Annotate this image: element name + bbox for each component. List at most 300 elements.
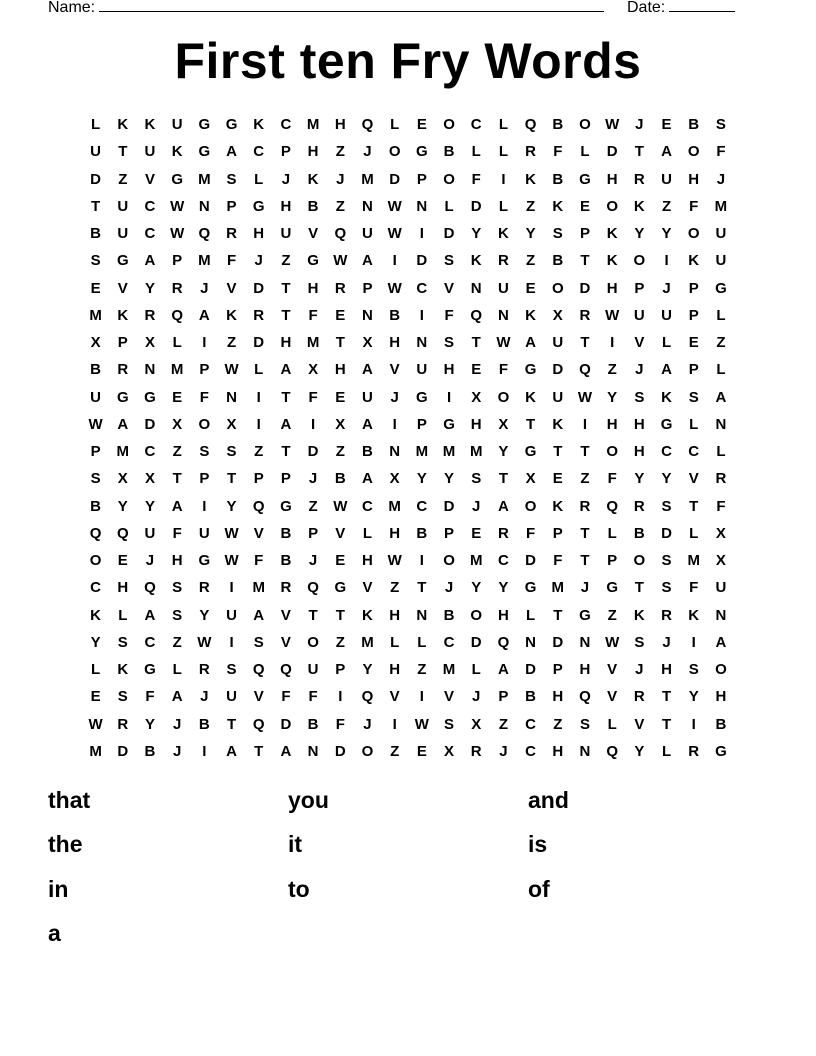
grid-letter: D (552, 633, 564, 651)
grid-letter: N (497, 306, 509, 324)
grid-letter: R (280, 579, 292, 597)
grid-letter: K (226, 306, 237, 324)
grid-letter: Z (417, 661, 427, 679)
grid-letter: J (281, 170, 291, 188)
grid-letter: W (605, 306, 620, 324)
grid-letter: G (715, 742, 727, 760)
grid-letter: Q (89, 524, 102, 542)
grid-letter: Y (634, 225, 645, 243)
grid-letter: L (716, 361, 726, 379)
grid-letter: S (172, 579, 183, 597)
grid-row (82, 302, 735, 329)
grid-letter: F (254, 552, 264, 570)
grid-letter: J (200, 688, 209, 706)
grid-letter: L (661, 742, 672, 760)
grid-letter: S (117, 633, 128, 651)
grid-letter: O (579, 116, 591, 134)
grid-letter: O (687, 143, 700, 161)
grid-letter: T (498, 470, 508, 488)
grid-letter: B (552, 252, 564, 270)
word-list-item: that (48, 786, 91, 813)
grid-letter: N (525, 633, 537, 651)
grid-letter: C (443, 633, 455, 651)
grid-letter: M (198, 170, 211, 188)
grid-letter: J (363, 715, 372, 733)
grid-letter: T (281, 279, 291, 297)
grid-letter: O (497, 388, 510, 406)
grid-letter: A (715, 388, 727, 406)
grid-letter: L (417, 633, 427, 651)
grid-letter: P (172, 252, 183, 270)
grid-letter: H (606, 170, 618, 188)
grid-letter: E (579, 197, 590, 215)
grid-letter: P (688, 279, 699, 297)
date-label: Date: (627, 0, 666, 16)
grid-letter: Y (471, 579, 482, 597)
grid-letter: C (470, 116, 482, 134)
grid-row (82, 629, 735, 656)
grid-letter: G (524, 579, 537, 597)
grid-letter: J (254, 252, 263, 270)
grid-letter: D (525, 552, 537, 570)
grid-letter: F (716, 497, 726, 515)
grid-letter: I (202, 497, 207, 515)
grid-letter: V (226, 279, 237, 297)
grid-letter: X (90, 334, 101, 352)
grid-letter: Y (226, 497, 237, 515)
word-list-item: is (528, 831, 548, 858)
grid-letter: I (582, 415, 588, 433)
grid-letter: S (552, 225, 563, 243)
grid-letter: I (392, 415, 397, 433)
grid-letter: G (280, 497, 292, 515)
grid-letter: F (226, 252, 237, 270)
grid-letter: I (202, 742, 207, 760)
grid-letter: E (416, 116, 427, 134)
grid-letter: X (715, 552, 726, 570)
grid-row (82, 738, 735, 765)
grid-letter: V (634, 334, 645, 352)
grid-letter: D (443, 497, 455, 515)
grid-letter: R (171, 279, 183, 297)
grid-letter: H (579, 661, 591, 679)
grid-letter: H (606, 415, 618, 433)
grid-letter: Z (172, 443, 182, 461)
grid-row (82, 683, 735, 710)
grid-letter: S (688, 388, 699, 406)
grid-letter: W (224, 524, 239, 542)
grid-letter: J (580, 579, 590, 597)
grid-letter: O (443, 552, 455, 570)
grid-letter: Z (716, 334, 726, 352)
grid-letter: G (660, 415, 673, 433)
grid-letter: Q (361, 688, 374, 706)
grid-letter: W (577, 388, 593, 406)
grid-letter: J (172, 715, 182, 733)
grid-letter: C (144, 225, 156, 243)
grid-letter: H (362, 552, 373, 570)
grid-letter: S (444, 252, 455, 270)
grid-letter: D (389, 170, 401, 188)
grid-letter: H (633, 415, 645, 433)
grid-letter: G (144, 661, 156, 679)
grid-letter: U (307, 661, 319, 679)
grid-letter: S (634, 388, 645, 406)
grid-letter: H (389, 524, 401, 542)
grid-letter: M (415, 443, 429, 461)
grid-row (82, 574, 735, 601)
grid-row (82, 547, 735, 574)
grid-letter: T (553, 606, 563, 624)
grid-letter: H (389, 661, 401, 679)
grid-letter: T (553, 443, 563, 461)
word-list-item: you (288, 786, 329, 813)
grid-letter: K (525, 170, 537, 188)
date-field[interactable] (627, 0, 735, 17)
grid-letter: U (715, 579, 727, 597)
grid-letter: E (335, 306, 346, 324)
grid-letter: Z (607, 361, 617, 379)
grid-letter: J (363, 143, 372, 161)
grid-letter: Z (254, 443, 264, 461)
grid-letter: O (388, 143, 401, 161)
grid-letter: V (389, 688, 400, 706)
grid-letter: C (525, 715, 537, 733)
grid-letter: C (688, 443, 700, 461)
grid-letter: T (308, 606, 318, 624)
grid-letter: A (362, 415, 373, 433)
grid-letter: R (198, 579, 210, 597)
grid-letter: U (226, 606, 237, 624)
grid-letter: O (361, 742, 374, 760)
grid-letter: D (443, 225, 455, 243)
grid-letter: C (362, 497, 373, 515)
grid-letter: T (172, 470, 182, 488)
grid-row (82, 438, 735, 465)
grid-letter: K (144, 116, 156, 134)
grid-letter: C (280, 116, 292, 134)
grid-letter: G (524, 361, 537, 379)
grid-letter: P (552, 661, 563, 679)
grid-letter: D (470, 633, 482, 651)
grid-letter: M (469, 443, 483, 461)
grid-letter: F (145, 688, 155, 706)
grid-letter: P (498, 688, 509, 706)
grid-letter: X (715, 524, 726, 542)
grid-letter: D (579, 279, 591, 297)
grid-letter: Y (607, 388, 618, 406)
grid-letter: B (443, 143, 455, 161)
grid-letter: S (199, 443, 210, 461)
grid-letter: K (497, 225, 509, 243)
grid-letter: O (687, 225, 700, 243)
grid-letter: K (688, 606, 700, 624)
grid-letter: I (446, 388, 452, 406)
grid-letter: M (469, 552, 483, 570)
grid-letter: D (144, 415, 156, 433)
grid-letter: U (90, 388, 102, 406)
grid-letter: A (497, 661, 509, 679)
grid-letter: K (470, 252, 482, 270)
grid-letter: A (661, 361, 672, 379)
grid-letter: R (633, 688, 645, 706)
grid-letter: N (416, 334, 428, 352)
grid-letter: L (118, 606, 128, 624)
grid-letter: L (444, 197, 454, 215)
grid-row (82, 220, 735, 247)
grid-letter: F (172, 524, 182, 542)
grid-letter: I (311, 415, 316, 433)
grid-letter: Z (226, 334, 237, 352)
grid-letter: B (416, 524, 428, 542)
grid-letter: N (198, 197, 210, 215)
grid-letter: H (470, 415, 482, 433)
grid-letter: L (661, 334, 672, 352)
grid-letter: H (552, 742, 564, 760)
grid-letter: O (443, 170, 455, 188)
grid-letter: A (226, 742, 237, 760)
grid-letter: V (444, 279, 455, 297)
grid-letter: P (253, 470, 264, 488)
grid-letter: J (336, 170, 345, 188)
grid-letter: B (90, 497, 102, 515)
grid-row (82, 465, 735, 492)
grid-letter: M (442, 661, 456, 679)
grid-row (82, 166, 735, 193)
grid-letter: K (552, 197, 564, 215)
grid-letter: J (472, 497, 481, 515)
grid-letter: S (661, 579, 672, 597)
grid-letter: H (443, 361, 455, 379)
grid-letter: I (392, 715, 397, 733)
grid-letter: F (444, 306, 454, 324)
grid-letter: B (688, 116, 700, 134)
grid-letter: Q (252, 497, 265, 515)
grid-letter: W (88, 715, 103, 733)
grid-letter: Z (661, 197, 672, 215)
grid-row (82, 247, 735, 274)
grid-letter: U (497, 279, 509, 297)
grid-letter: B (280, 524, 292, 542)
grid-row (82, 656, 735, 683)
grid-letter: T (91, 197, 101, 215)
grid-letter: S (471, 470, 482, 488)
grid-letter: U (552, 388, 564, 406)
grid-letter: A (362, 361, 373, 379)
grid-letter: G (116, 388, 129, 406)
grid-letter: P (688, 361, 699, 379)
word-list-item: in (48, 875, 69, 902)
grid-letter: V (280, 606, 291, 624)
grid-letter: H (280, 197, 292, 215)
grid-letter: L (172, 661, 182, 679)
grid-letter: T (661, 715, 672, 733)
grid-letter: I (392, 252, 397, 270)
grid-letter: I (664, 252, 669, 270)
grid-letter: B (362, 443, 373, 461)
grid-letter: Z (526, 197, 536, 215)
grid-letter: H (661, 661, 672, 679)
grid-letter: X (226, 415, 237, 433)
grid-letter: N (579, 742, 591, 760)
grid-letter: E (688, 334, 699, 352)
grid-letter: P (199, 470, 210, 488)
grid-letter: P (607, 552, 618, 570)
grid-letter: M (116, 443, 130, 461)
grid-letter: G (116, 252, 129, 270)
grid-letter: P (335, 661, 346, 679)
grid-letter: D (470, 197, 482, 215)
grid-row (82, 275, 735, 302)
grid-letter: C (144, 443, 156, 461)
grid-letter: W (197, 633, 212, 651)
grid-letter: W (224, 361, 239, 379)
grid-letter: X (144, 470, 155, 488)
grid-letter: C (253, 143, 265, 161)
grid-letter: T (226, 470, 237, 488)
grid-letter: L (498, 143, 508, 161)
grid-letter: U (280, 225, 292, 243)
grid-letter: J (444, 579, 454, 597)
grid-letter: B (633, 524, 645, 542)
grid-letter: A (525, 334, 537, 352)
grid-letter: A (117, 415, 129, 433)
grid-letter: A (362, 470, 373, 488)
grid-letter: V (117, 279, 128, 297)
grid-letter: Z (308, 497, 318, 515)
grid-letter: F (308, 388, 318, 406)
grid-letter: X (471, 715, 482, 733)
grid-letter: M (687, 552, 700, 570)
grid-letter: T (417, 579, 427, 597)
grid-letter: F (553, 552, 563, 570)
grid-letter: X (498, 415, 509, 433)
grid-letter: N (389, 443, 401, 461)
grid-letter: V (444, 688, 455, 706)
grid-letter: I (202, 334, 207, 352)
grid-letter: G (334, 579, 347, 597)
grid-letter: B (144, 742, 156, 760)
grid-letter: C (525, 742, 537, 760)
grid-letter: K (688, 252, 700, 270)
date-blank-line[interactable] (669, 0, 735, 12)
grid-letter: I (501, 170, 506, 188)
word-list-item: it (288, 831, 303, 858)
grid-letter: L (526, 606, 536, 624)
grid-letter: W (605, 633, 620, 651)
grid-letter: F (308, 306, 318, 324)
grid-letter: P (688, 306, 699, 324)
grid-letter: M (442, 443, 456, 461)
grid-letter: I (338, 688, 343, 706)
grid-letter: F (553, 143, 563, 161)
grid-letter: I (419, 306, 424, 324)
grid-letter: A (280, 742, 292, 760)
grid-letter: Y (661, 470, 672, 488)
grid-letter: C (90, 579, 102, 597)
grid-letter: P (634, 279, 645, 297)
grid-letter: V (253, 524, 264, 542)
grid-letter: J (172, 742, 182, 760)
grid-letter: R (661, 606, 672, 624)
grid-letter: I (229, 633, 234, 651)
grid-letter: L (716, 443, 726, 461)
grid-letter: L (689, 524, 699, 542)
grid-letter: N (362, 197, 373, 215)
grid-letter: X (525, 470, 536, 488)
grid-letter: Z (335, 443, 345, 461)
grid-letter: R (633, 497, 645, 515)
grid-letter: M (361, 170, 374, 188)
name-field[interactable] (48, 0, 604, 17)
grid-letter: Z (580, 470, 590, 488)
grid-letter: K (606, 225, 618, 243)
grid-row (82, 520, 735, 547)
grid-letter: R (198, 661, 210, 679)
grid-letter: H (497, 606, 509, 624)
grid-letter: S (444, 334, 455, 352)
grid-letter: D (416, 252, 428, 270)
grid-letter: A (144, 606, 156, 624)
grid-letter: Q (606, 497, 618, 515)
grid-letter: W (88, 415, 103, 433)
word-list-row (48, 912, 768, 957)
grid-letter: N (416, 606, 428, 624)
grid-letter: H (253, 225, 265, 243)
grid-letter: P (226, 197, 237, 215)
grid-letter: E (90, 279, 101, 297)
grid-letter: R (688, 742, 700, 760)
grid-letter: N (715, 415, 727, 433)
grid-letter: U (117, 225, 129, 243)
grid-letter: E (552, 470, 563, 488)
word-list-item: the (48, 831, 83, 858)
grid-letter: K (525, 388, 537, 406)
grid-letter: Z (281, 252, 291, 270)
word-list-row (48, 867, 768, 912)
grid-letter: Q (497, 633, 510, 651)
grid-letter: U (117, 197, 129, 215)
grid-letter: K (307, 170, 319, 188)
grid-letter: C (144, 633, 156, 651)
grid-letter: T (580, 252, 590, 270)
grid-letter: H (606, 279, 618, 297)
name-label: Name: (48, 0, 96, 16)
grid-letter: N (307, 742, 319, 760)
grid-letter: S (715, 116, 726, 134)
grid-letter: A (715, 633, 727, 651)
grid-letter: J (716, 170, 726, 188)
grid-letter: G (579, 606, 591, 624)
grid-letter: F (199, 388, 209, 406)
grid-letter: J (145, 552, 155, 570)
grid-letter: S (688, 661, 699, 679)
grid-letter: R (470, 742, 482, 760)
grid-letter: X (144, 334, 155, 352)
grid-letter: G (524, 443, 537, 461)
name-blank-line[interactable] (99, 0, 604, 12)
grid-letter: J (200, 279, 209, 297)
grid-letter: L (254, 361, 264, 379)
grid-letter: Y (362, 661, 373, 679)
grid-letter: B (715, 715, 727, 733)
grid-letter: R (715, 470, 727, 488)
grid-letter: L (91, 116, 101, 134)
grid-letter: A (280, 361, 292, 379)
grid-letter: I (256, 388, 261, 406)
grid-letter: Q (470, 306, 483, 324)
grid-letter: S (253, 633, 264, 651)
